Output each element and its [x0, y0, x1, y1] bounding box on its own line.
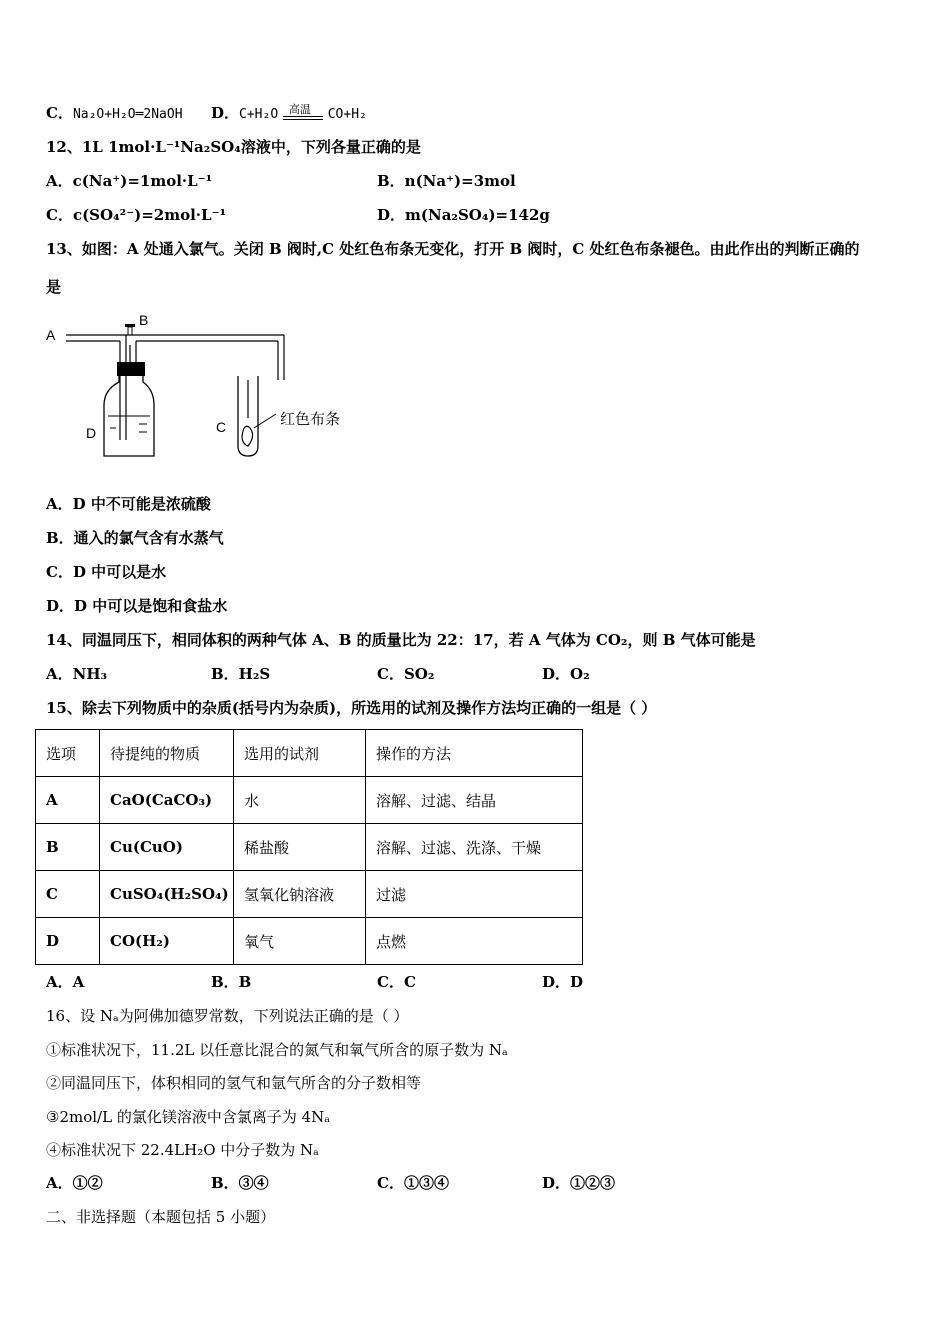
q12-option-a: A．c(Na⁺)=1mol·L⁻¹: [46, 172, 213, 190]
q11-d-condition: 高温: [288, 103, 311, 116]
label-c: C: [216, 419, 227, 435]
q11-d-text-pre: C+H₂O: [239, 107, 279, 122]
label-a: A: [46, 327, 56, 343]
table-cell: CO(H₂): [100, 918, 234, 965]
q13-stem-line2: 是: [46, 278, 62, 296]
table-cell: A: [36, 777, 100, 824]
table-header-cell: 选用的试剂: [234, 730, 366, 777]
q15-option-c: C．C: [377, 973, 416, 991]
table-cell: C: [36, 871, 100, 918]
q14-option-c: C．SO₂: [377, 665, 435, 683]
q15-stem: 15、除去下列物质中的杂质(括号内为杂质)，所选用的试剂及操作方法均正确的一组是（ ）: [46, 699, 657, 717]
label-b: B: [139, 312, 149, 328]
q14-option-b: B．H₂S: [211, 665, 271, 683]
q11-d-text-post: CO+H₂: [327, 107, 367, 122]
table-cell: 稀盐酸: [234, 824, 366, 871]
table-cell: B: [36, 824, 100, 871]
table-row: [36, 824, 583, 871]
table-header-cell: 操作的方法: [366, 730, 583, 777]
section-2-heading: 二、非选择题（本题包括 5 小题）: [46, 1208, 276, 1226]
q16-option-a: A．①②: [46, 1174, 103, 1192]
q13-option-a: A．D 中不可能是浓硫酸: [46, 495, 211, 513]
table-cell: D: [36, 918, 100, 965]
q14-option-d: D．O₂: [542, 665, 590, 683]
q16-statement-4: ④标准状况下 22.4LH₂O 中分子数为 Nₐ: [46, 1141, 319, 1159]
q16-statement-1: ①标准状况下，11.2L 以任意比混合的氮气和氧气所含的原子数为 Nₐ: [46, 1041, 508, 1059]
q13-stem-line1: 13、如图：A 处通入氯气。关闭 B 阀时,C 处红色布条无变化，打开 B 阀时，C 处红色布条褪色。由此作出的判断正确的: [46, 240, 860, 258]
q16-option-d: D．①②③: [542, 1174, 616, 1192]
q16-statement-3: ③2mol/L 的氯化镁溶液中含氯离子为 4Nₐ: [46, 1108, 331, 1126]
q12-option-d: D．m(Na₂SO₄)=142g: [377, 206, 550, 224]
q14-stem: 14、同温同压下，相同体积的两种气体 A、B 的质量比为 22：17，若 A 气体为 CO₂，则 B 气体可能是: [46, 631, 756, 649]
q11-c-label: C．: [46, 104, 73, 122]
apparatus-diagram: [44, 310, 364, 470]
bottle-stopper: [117, 362, 145, 376]
q16-stem: 16、设 Nₐ为阿佛加德罗常数，下列说法正确的是（ ）: [46, 1007, 409, 1025]
label-d: D: [86, 425, 97, 441]
table-cell: 过滤: [366, 871, 583, 918]
table-row: [36, 871, 583, 918]
table-cell: 氢氧化钠溶液: [234, 871, 366, 918]
table-cell: 点燃: [366, 918, 583, 965]
red-cloth-strip: [242, 426, 253, 446]
table-cell: 氧气: [234, 918, 366, 965]
table-cell: Cu(CuO): [100, 824, 234, 871]
q16-option-c: C．①③④: [377, 1174, 449, 1192]
table-cell: CaO(CaCO₃): [100, 777, 234, 824]
table-row: [36, 777, 583, 824]
table-row: [36, 918, 583, 965]
q11-d-label: D．: [211, 104, 240, 122]
table-cell: CuSO₄(H₂SO₄): [100, 871, 234, 918]
table-cell: 溶解、过滤、结晶: [366, 777, 583, 824]
table-header-cell: 待提纯的物质: [100, 730, 234, 777]
q12-stem: 12、1L 1mol·L⁻¹Na₂SO₄溶液中，下列各量正确的是: [46, 138, 421, 156]
table-cell: 水: [234, 777, 366, 824]
q15-option-a: A．A: [46, 973, 85, 991]
q11-c-text: Na₂O+H₂O═2NaOH: [72, 107, 183, 122]
q13-option-b: B．通入的氯气含有水蒸气: [46, 529, 224, 547]
q13-option-c: C．D 中可以是水: [46, 563, 167, 581]
q12-option-b: B．n(Na⁺)=3mol: [377, 172, 516, 190]
q13-option-d: D．D 中可以是饱和食盐水: [46, 597, 228, 615]
q15-option-d: D．D: [542, 973, 584, 991]
reaction-condition-arrow: [283, 103, 323, 123]
q12-option-c: C．c(SO₄²⁻)=2mol·L⁻¹: [46, 206, 227, 224]
table-header-row: [36, 730, 583, 777]
table-header-cell: 选项: [36, 730, 100, 777]
q15-table: [35, 729, 583, 965]
q15-option-b: B．B: [211, 973, 252, 991]
label-red-strip: 红色布条: [280, 410, 341, 428]
q11-option-d: [211, 103, 367, 125]
table-cell: 溶解、过滤、洗涤、干燥: [366, 824, 583, 871]
q16-option-b: B．③④: [211, 1174, 269, 1192]
q14-option-a: A．NH₃: [46, 665, 108, 683]
q11-option-c: [46, 103, 183, 125]
q16-statement-2: ②同温同压下，体积相同的氢气和氩气所含的分子数相等: [46, 1074, 422, 1092]
